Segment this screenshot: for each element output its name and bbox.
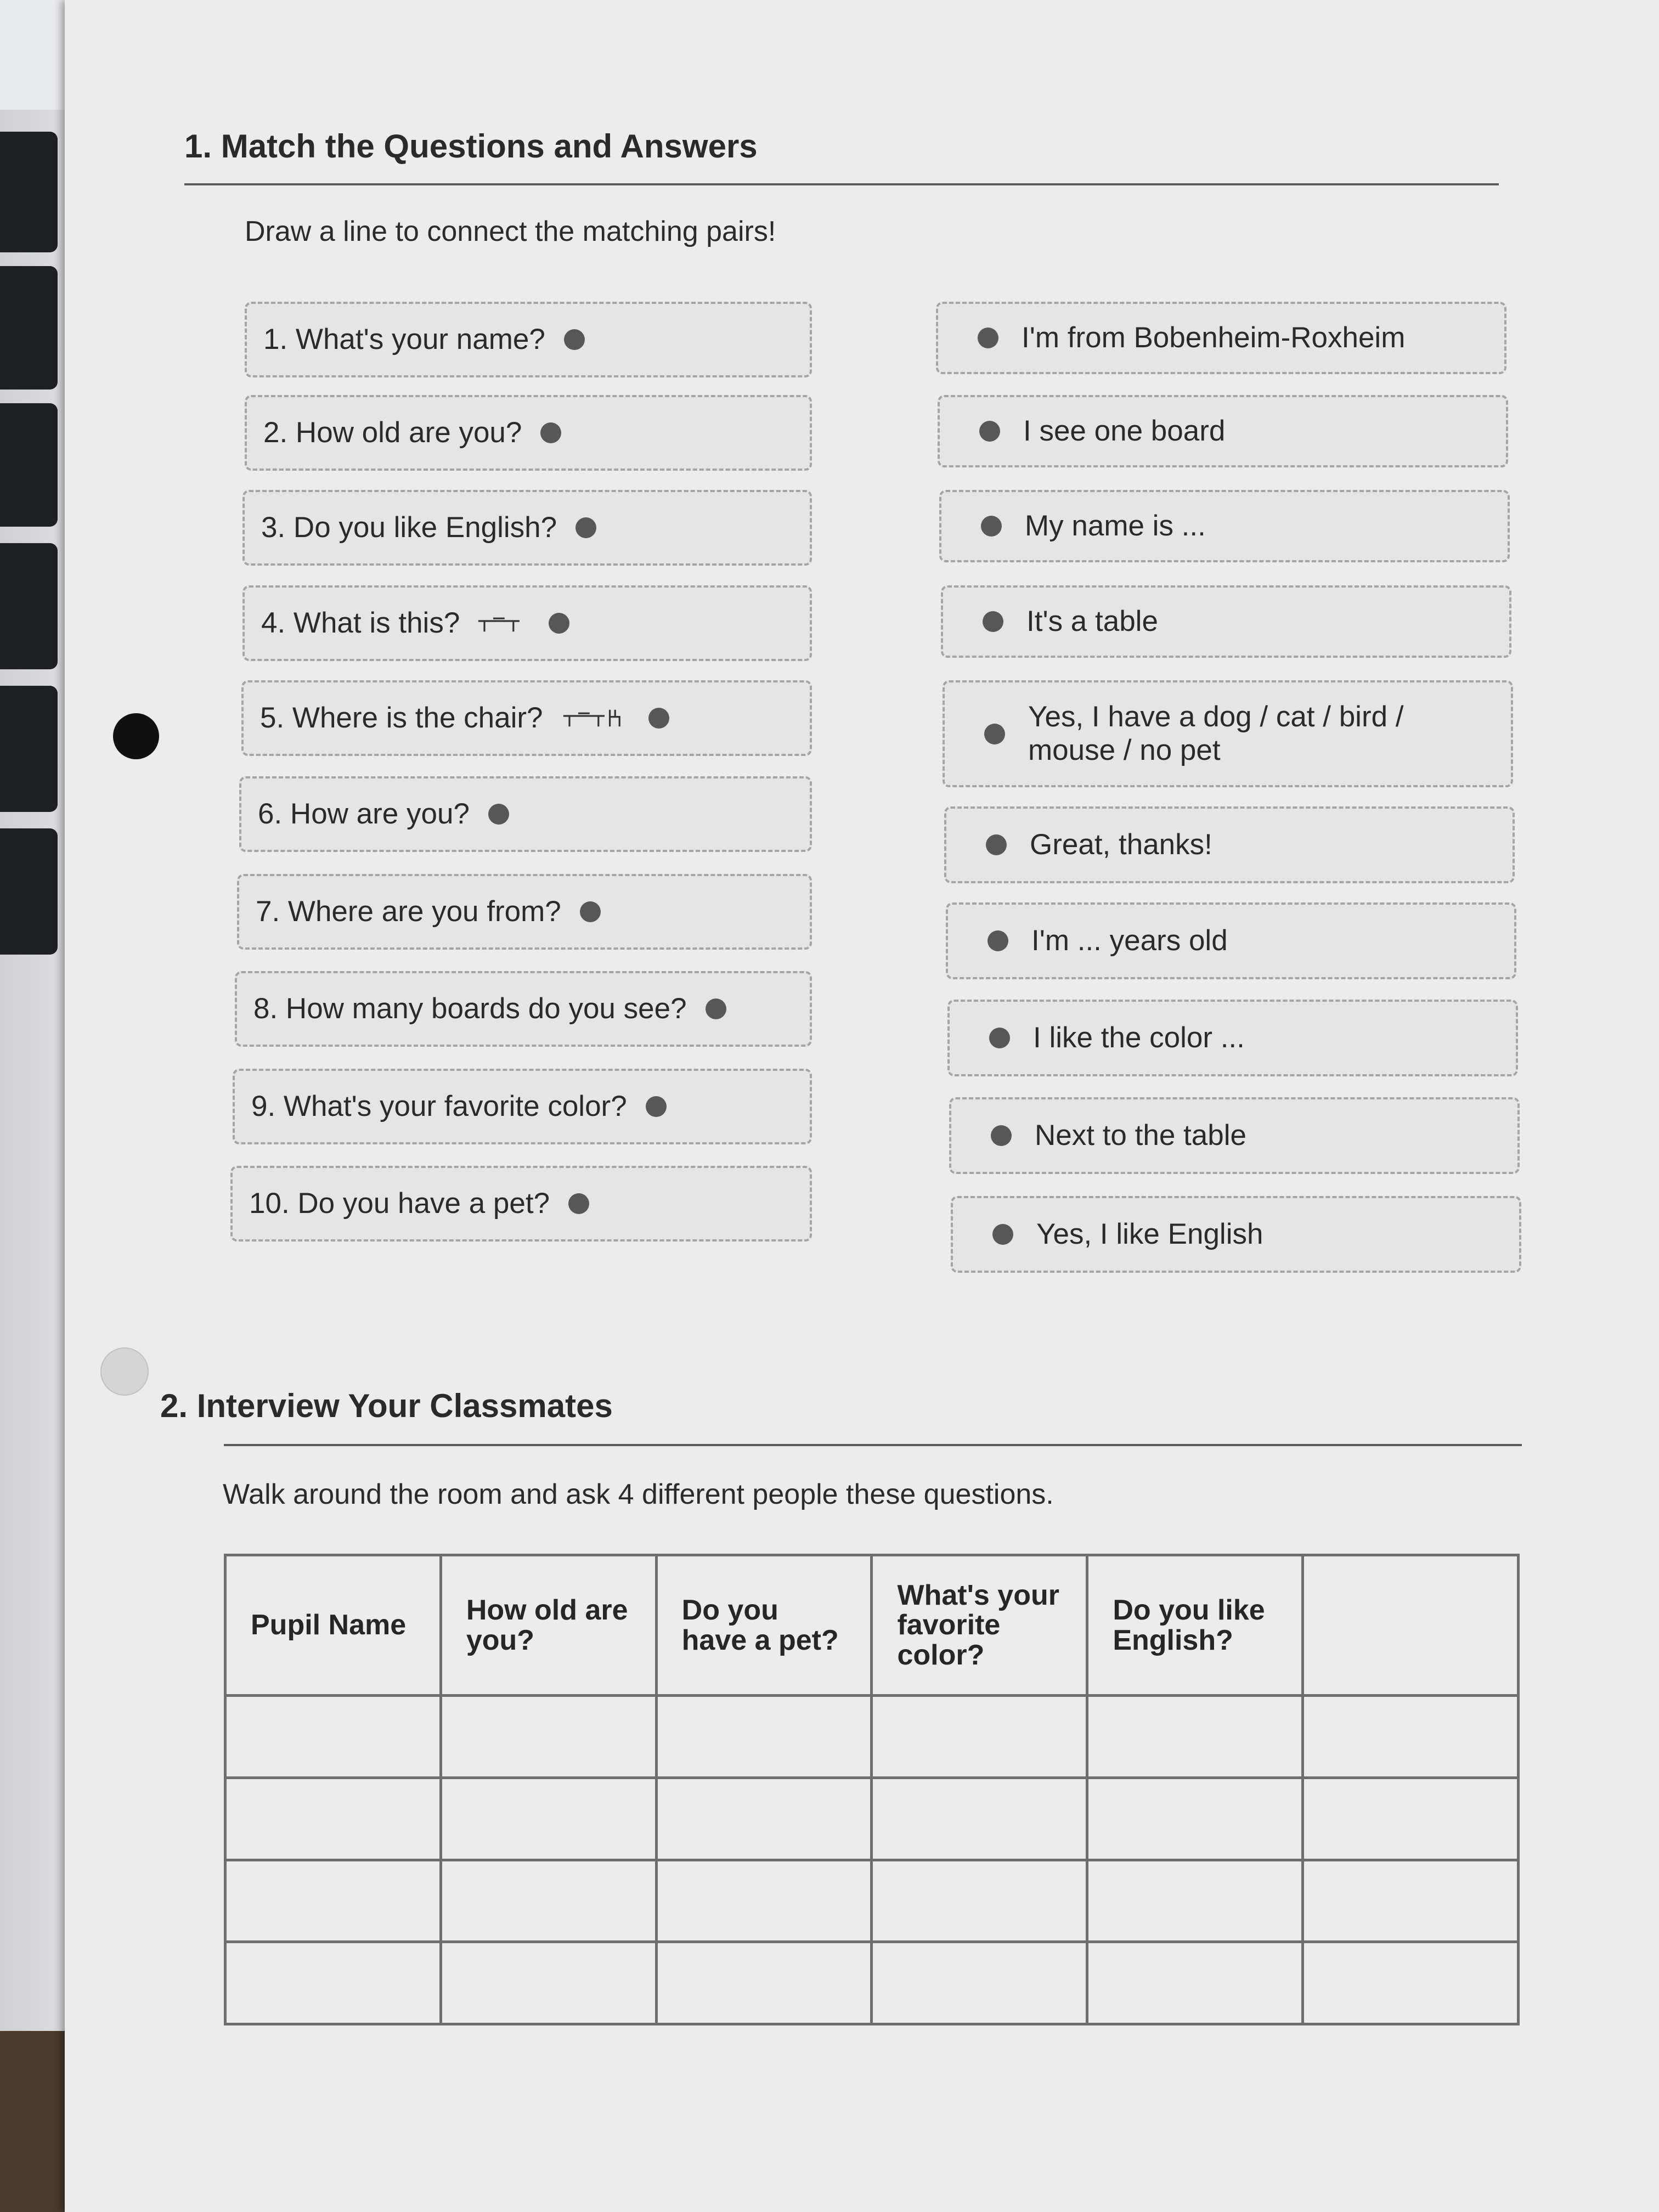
section-1-title: 1. Match the Questions and Answers	[184, 128, 758, 165]
answer-cell[interactable]	[1303, 1696, 1519, 1778]
question-text: 2. How old are you?	[263, 416, 522, 449]
answer-cell[interactable]	[441, 1942, 656, 2024]
connection-dot[interactable]	[580, 901, 601, 922]
show-through-option-key-label: option	[81, 906, 158, 934]
answer-cell[interactable]	[1087, 1778, 1303, 1860]
connection-dot[interactable]	[646, 1096, 667, 1117]
table-and-chair-icon	[553, 707, 630, 729]
question-text: 7. Where are you from?	[256, 895, 561, 928]
answer-cell[interactable]	[1303, 1942, 1519, 2024]
answer-cell[interactable]	[225, 1696, 441, 1778]
question-text: 4. What is this?	[261, 606, 460, 639]
connection-dot[interactable]	[978, 328, 998, 348]
answer-text: I see one board	[1023, 414, 1226, 447]
answer-text: It's a table	[1026, 605, 1158, 637]
connection-dot[interactable]	[568, 1193, 589, 1214]
table-row	[225, 1778, 1519, 1860]
connection-dot[interactable]	[983, 611, 1003, 632]
connection-dot[interactable]	[575, 517, 596, 538]
answer-box	[936, 302, 1506, 374]
connection-dot[interactable]	[981, 516, 1002, 537]
answer-text: Great, thanks!	[1030, 828, 1212, 861]
connection-dot[interactable]	[988, 930, 1008, 951]
question-box	[233, 1069, 812, 1144]
answer-text: I like the color ...	[1033, 1021, 1245, 1054]
answer-cell[interactable]	[872, 1778, 1087, 1860]
answer-cell[interactable]	[656, 1778, 872, 1860]
question-text: 6. How are you?	[258, 797, 470, 830]
answer-cell[interactable]	[225, 1942, 441, 2024]
answer-cell[interactable]	[1087, 1860, 1303, 1942]
section-1-instruction: Draw a line to connect the matching pairs!	[245, 216, 776, 247]
connection-dot[interactable]	[706, 998, 726, 1019]
answer-cell[interactable]	[441, 1778, 656, 1860]
question-box	[242, 585, 812, 661]
connection-dot[interactable]	[540, 422, 561, 443]
answer-cell[interactable]	[1303, 1778, 1519, 1860]
interview-table	[224, 1554, 1520, 2025]
section-2-rule	[224, 1444, 1522, 1446]
answer-cell[interactable]	[225, 1778, 441, 1860]
section-1-rule	[184, 183, 1499, 185]
question-box	[245, 395, 812, 471]
connection-dot[interactable]	[984, 724, 1005, 744]
answer-text: Next to the table	[1035, 1119, 1246, 1152]
question-box	[235, 971, 812, 1047]
answer-box	[943, 680, 1513, 787]
answer-cell[interactable]	[441, 1696, 656, 1778]
keyboard-key	[0, 686, 58, 812]
answer-cell[interactable]	[656, 1696, 872, 1778]
question-box	[245, 302, 812, 377]
connection-dot[interactable]	[986, 834, 1007, 855]
punch-hole	[100, 1347, 149, 1396]
table-icon	[470, 612, 530, 634]
answer-box	[938, 395, 1508, 467]
keyboard-key	[0, 132, 58, 252]
keyboard-key	[0, 828, 58, 955]
answer-text: I'm from Bobenheim-Roxheim	[1022, 321, 1406, 354]
answer-cell[interactable]	[872, 1696, 1087, 1778]
connection-dot[interactable]	[549, 613, 569, 634]
connection-dot[interactable]	[991, 1125, 1012, 1146]
connection-dot[interactable]	[979, 421, 1000, 442]
question-text: 3. Do you like English?	[261, 511, 557, 544]
answer-text: Yes, I like English	[1036, 1217, 1263, 1250]
table-row	[225, 1942, 1519, 2024]
question-text: 8. How many boards do you see?	[253, 992, 687, 1025]
answer-cell[interactable]	[1087, 1942, 1303, 2024]
section-2-instruction: Walk around the room and ask 4 different people these questions.	[223, 1479, 1054, 1510]
question-box	[237, 874, 812, 950]
section-2-title: 2. Interview Your Classmates	[160, 1387, 613, 1424]
table-header-cell: Pupil Name	[225, 1555, 441, 1696]
question-text: 1. What's your name?	[263, 323, 545, 356]
answer-cell[interactable]	[225, 1860, 441, 1942]
table-header-cell: Do you like English?	[1087, 1555, 1303, 1696]
answer-cell[interactable]	[1087, 1696, 1303, 1778]
table-row	[225, 1860, 1519, 1942]
question-box	[241, 680, 812, 756]
answer-box	[946, 902, 1516, 979]
table-header-cell	[1303, 1555, 1519, 1696]
answer-cell[interactable]	[1303, 1860, 1519, 1942]
keyboard-key	[0, 403, 58, 527]
answer-text: I'm ... years old	[1031, 924, 1228, 957]
answer-box	[951, 1196, 1521, 1273]
keyboard-key	[0, 266, 58, 390]
connection-dot[interactable]	[992, 1224, 1013, 1245]
question-box	[239, 776, 812, 852]
answer-text: My name is ...	[1025, 509, 1206, 542]
question-text: 10. Do you have a pet?	[249, 1187, 550, 1220]
table-header-row	[225, 1555, 1519, 1696]
answer-cell[interactable]	[656, 1942, 872, 2024]
question-box	[242, 490, 812, 566]
answer-box	[949, 1097, 1520, 1174]
table-header-cell: What's your favorite color?	[872, 1555, 1087, 1696]
connection-dot[interactable]	[989, 1028, 1010, 1048]
connection-dot[interactable]	[488, 804, 509, 825]
punch-hole	[113, 713, 159, 759]
keyboard-key	[0, 543, 58, 669]
answer-box	[941, 585, 1511, 658]
connection-dot[interactable]	[564, 329, 585, 350]
answer-box	[944, 806, 1515, 883]
answer-cell[interactable]	[441, 1860, 656, 1942]
table-header-cell: Do you have a pet?	[656, 1555, 872, 1696]
table-header-cell: How old are you?	[441, 1555, 656, 1696]
table-row	[225, 1696, 1519, 1778]
question-text: 9. What's your favorite color?	[251, 1090, 627, 1122]
answer-box	[947, 1000, 1518, 1076]
question-box	[230, 1166, 812, 1242]
connection-dot[interactable]	[648, 708, 669, 729]
question-text: 5. Where is the chair?	[260, 701, 543, 734]
answer-text: Yes, I have a dog / cat / bird / mouse / no pet	[1028, 700, 1404, 766]
answer-cell[interactable]	[656, 1860, 872, 1942]
answer-cell[interactable]	[872, 1942, 1087, 2024]
answer-cell[interactable]	[872, 1860, 1087, 1942]
answer-box	[939, 490, 1510, 562]
